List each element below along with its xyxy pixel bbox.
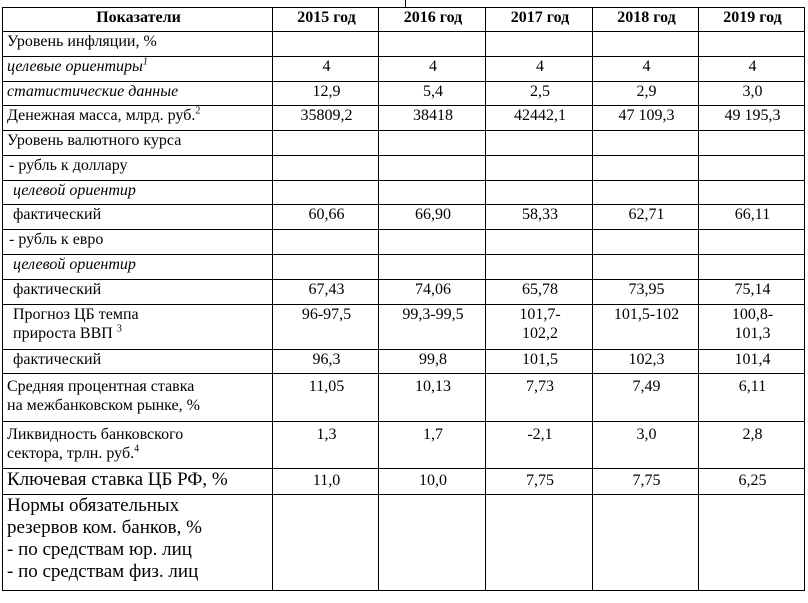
cell-2015 bbox=[273, 131, 379, 156]
cell-2017 bbox=[486, 305, 593, 350]
header-year-2016: 2016 год bbox=[379, 8, 486, 32]
cell-2017: 65,78 bbox=[486, 280, 593, 305]
cell-line: 101,7- bbox=[519, 306, 561, 323]
cell-2019: 2,8 bbox=[699, 422, 805, 469]
cell-2018 bbox=[593, 495, 699, 591]
row-label-text: Ключевая ставка ЦБ РФ, % bbox=[7, 469, 228, 490]
row-label bbox=[3, 82, 273, 106]
cell-2016 bbox=[379, 156, 486, 181]
cell-2018 bbox=[593, 305, 699, 350]
table-row bbox=[3, 255, 805, 280]
cell-2018 bbox=[593, 156, 699, 181]
row-label bbox=[3, 422, 273, 469]
footnote-mark: 2 bbox=[195, 105, 201, 117]
table-row bbox=[3, 82, 805, 106]
cell-2017 bbox=[486, 230, 593, 255]
row-label-text: целевой ориентир bbox=[13, 182, 136, 199]
cell-2019: 101,4 bbox=[699, 350, 805, 374]
cell-2016 bbox=[379, 230, 486, 255]
row-label-text: - рубль к доллару bbox=[9, 157, 128, 174]
cell-2015: 60,66 bbox=[273, 205, 379, 230]
row-label-line: прироста ВВП bbox=[13, 325, 113, 342]
table-row bbox=[3, 469, 805, 495]
cell-2016 bbox=[379, 131, 486, 156]
cell-2015: 35809,2 bbox=[273, 106, 379, 131]
row-label bbox=[3, 32, 273, 57]
cell-line: 101,5-102 bbox=[613, 306, 680, 323]
cell-2017: 4 bbox=[486, 57, 593, 82]
table-row bbox=[3, 57, 805, 82]
row-label bbox=[3, 131, 273, 156]
cell-2019 bbox=[699, 32, 805, 57]
footnote-mark: 4 bbox=[134, 443, 140, 455]
row-label bbox=[3, 374, 273, 422]
row-label bbox=[3, 495, 273, 591]
table-row bbox=[3, 495, 805, 591]
row-label-line: резервов ком. банков, % bbox=[7, 517, 202, 538]
row-label-line: Прогноз ЦБ темпа bbox=[13, 306, 139, 323]
header-year-2015: 2015 год bbox=[273, 8, 379, 32]
row-label-text: - рубль к евро bbox=[9, 231, 104, 248]
footnote-mark: 1 bbox=[142, 56, 148, 68]
row-label-text: целевой ориентир bbox=[13, 256, 136, 273]
cell-line: 100,8- bbox=[731, 306, 774, 323]
table-row bbox=[3, 156, 805, 181]
cell-2018: 62,71 bbox=[593, 205, 699, 230]
row-label bbox=[3, 469, 273, 495]
table-row bbox=[3, 305, 805, 350]
cell-2016: 5,4 bbox=[379, 82, 486, 106]
cell-2015 bbox=[273, 181, 379, 205]
row-label bbox=[3, 106, 273, 131]
cell-2016 bbox=[379, 255, 486, 280]
row-label-text: Денежная масса, млрд. руб. bbox=[7, 107, 196, 124]
cell-2019: 4 bbox=[699, 57, 805, 82]
row-label-line: Нормы обязательных bbox=[7, 495, 180, 516]
row-label bbox=[3, 181, 273, 205]
table-row bbox=[3, 374, 805, 422]
row-label-line: на межбанковском рынке, % bbox=[7, 397, 200, 414]
cell-2015: 1,3 bbox=[273, 422, 379, 469]
cell-2016 bbox=[379, 495, 486, 591]
cell-2018: 2,9 bbox=[593, 82, 699, 106]
cell-2018: 4 bbox=[593, 57, 699, 82]
footnote-mark: 3 bbox=[116, 323, 122, 335]
cell-2016: 10,0 bbox=[379, 469, 486, 495]
table-row bbox=[3, 422, 805, 469]
cell-2017 bbox=[486, 255, 593, 280]
cell-2019: 75,14 bbox=[699, 280, 805, 305]
table-row bbox=[3, 131, 805, 156]
row-label-text: Уровень валютного курса bbox=[7, 132, 182, 149]
header-indicator: Показатели bbox=[3, 8, 273, 32]
cell-2015: 67,43 bbox=[273, 280, 379, 305]
table-row bbox=[3, 106, 805, 131]
row-label-text: целевые ориентиры bbox=[7, 58, 143, 75]
cell-2019: 6,25 bbox=[699, 469, 805, 495]
cell-2016 bbox=[379, 181, 486, 205]
cell-2016 bbox=[379, 32, 486, 57]
cell-2015: 11,0 bbox=[273, 469, 379, 495]
cell-2017 bbox=[486, 156, 593, 181]
cell-2019 bbox=[699, 230, 805, 255]
cell-2018: 7,49 bbox=[593, 374, 699, 422]
cell-2018: 7,75 bbox=[593, 469, 699, 495]
cell-2018: 3,0 bbox=[593, 422, 699, 469]
cell-2016: 66,90 bbox=[379, 205, 486, 230]
cell-line: 96-97,5 bbox=[301, 306, 352, 323]
cell-2017: 101,5 bbox=[486, 350, 593, 374]
cell-line: 102,2 bbox=[522, 325, 558, 342]
cell-2017: 2,5 bbox=[486, 82, 593, 106]
header-year-2018: 2018 год bbox=[593, 8, 699, 32]
cell-2018 bbox=[593, 230, 699, 255]
cell-2015: 12,9 bbox=[273, 82, 379, 106]
row-label-line: - по средствам юр. лиц bbox=[7, 539, 192, 560]
cell-2019 bbox=[699, 181, 805, 205]
cell-2016: 1,7 bbox=[379, 422, 486, 469]
table-row bbox=[3, 181, 805, 205]
cell-2017: 7,75 bbox=[486, 469, 593, 495]
cell-2019: 3,0 bbox=[699, 82, 805, 106]
cell-2019: 66,11 bbox=[699, 205, 805, 230]
row-label-text: Уровень инфляции, % bbox=[7, 33, 157, 50]
cell-2015: 4 bbox=[273, 57, 379, 82]
header-row bbox=[3, 8, 805, 32]
cell-2015 bbox=[273, 255, 379, 280]
row-label bbox=[3, 255, 273, 280]
table-row bbox=[3, 280, 805, 305]
cell-2017 bbox=[486, 32, 593, 57]
row-label bbox=[3, 280, 273, 305]
cell-2015 bbox=[273, 32, 379, 57]
cell-2019 bbox=[699, 305, 805, 350]
row-label-line: Ликвидность банковского bbox=[7, 426, 184, 443]
row-label bbox=[3, 57, 273, 82]
row-label-text: фактический bbox=[13, 281, 102, 298]
cell-2018: 102,3 bbox=[593, 350, 699, 374]
row-label-text: фактический bbox=[13, 206, 102, 223]
row-label-line: Средняя процентная ставка bbox=[7, 378, 195, 395]
cell-2018: 47 109,3 bbox=[593, 106, 699, 131]
cell-2018 bbox=[593, 255, 699, 280]
row-label bbox=[3, 230, 273, 255]
cell-2019 bbox=[699, 131, 805, 156]
row-label bbox=[3, 350, 273, 374]
row-label bbox=[3, 205, 273, 230]
cell-2019: 49 195,3 bbox=[699, 106, 805, 131]
cell-2016: 99,8 bbox=[379, 350, 486, 374]
cell-2016: 4 bbox=[379, 57, 486, 82]
row-label-line: - по средствам физ. лиц bbox=[7, 561, 199, 582]
cell-2016: 10,13 bbox=[379, 374, 486, 422]
cell-2017 bbox=[486, 495, 593, 591]
table-row bbox=[3, 350, 805, 374]
row-label bbox=[3, 156, 273, 181]
cell-2017: 58,33 bbox=[486, 205, 593, 230]
cell-2019 bbox=[699, 255, 805, 280]
cell-2019 bbox=[699, 495, 805, 591]
cell-2015: 96,3 bbox=[273, 350, 379, 374]
table-row bbox=[3, 32, 805, 57]
cell-2015 bbox=[273, 305, 379, 350]
cell-2016: 74,06 bbox=[379, 280, 486, 305]
cell-2015: 11,05 bbox=[273, 374, 379, 422]
cell-line: 101,3 bbox=[734, 325, 771, 342]
row-label-line: сектора, трлн. руб. bbox=[7, 445, 135, 462]
cell-2017: 42442,1 bbox=[486, 106, 593, 131]
cell-2016 bbox=[379, 305, 486, 350]
cell-2017 bbox=[486, 131, 593, 156]
cell-2016: 38418 bbox=[379, 106, 486, 131]
cell-2019: 6,11 bbox=[699, 374, 805, 422]
cell-2017: -2,1 bbox=[486, 422, 593, 469]
cell-2017: 7,73 bbox=[486, 374, 593, 422]
row-label-text: фактический bbox=[13, 351, 102, 368]
row-label bbox=[3, 305, 273, 350]
header-year-2017: 2017 год bbox=[486, 8, 593, 32]
cell-2018 bbox=[593, 32, 699, 57]
cell-2018: 73,95 bbox=[593, 280, 699, 305]
cell-2018 bbox=[593, 131, 699, 156]
table-row bbox=[3, 230, 805, 255]
cell-2015 bbox=[273, 495, 379, 591]
table-row bbox=[3, 205, 805, 230]
header-year-2019: 2019 год bbox=[699, 8, 805, 32]
cell-2015 bbox=[273, 230, 379, 255]
cell-2018 bbox=[593, 181, 699, 205]
cell-line: 99,3-99,5 bbox=[402, 306, 464, 323]
cell-2015 bbox=[273, 156, 379, 181]
row-label-text: статистические данные bbox=[7, 83, 179, 100]
economic-indicators-table bbox=[2, 7, 805, 591]
cell-2017 bbox=[486, 181, 593, 205]
cell-2019 bbox=[699, 156, 805, 181]
